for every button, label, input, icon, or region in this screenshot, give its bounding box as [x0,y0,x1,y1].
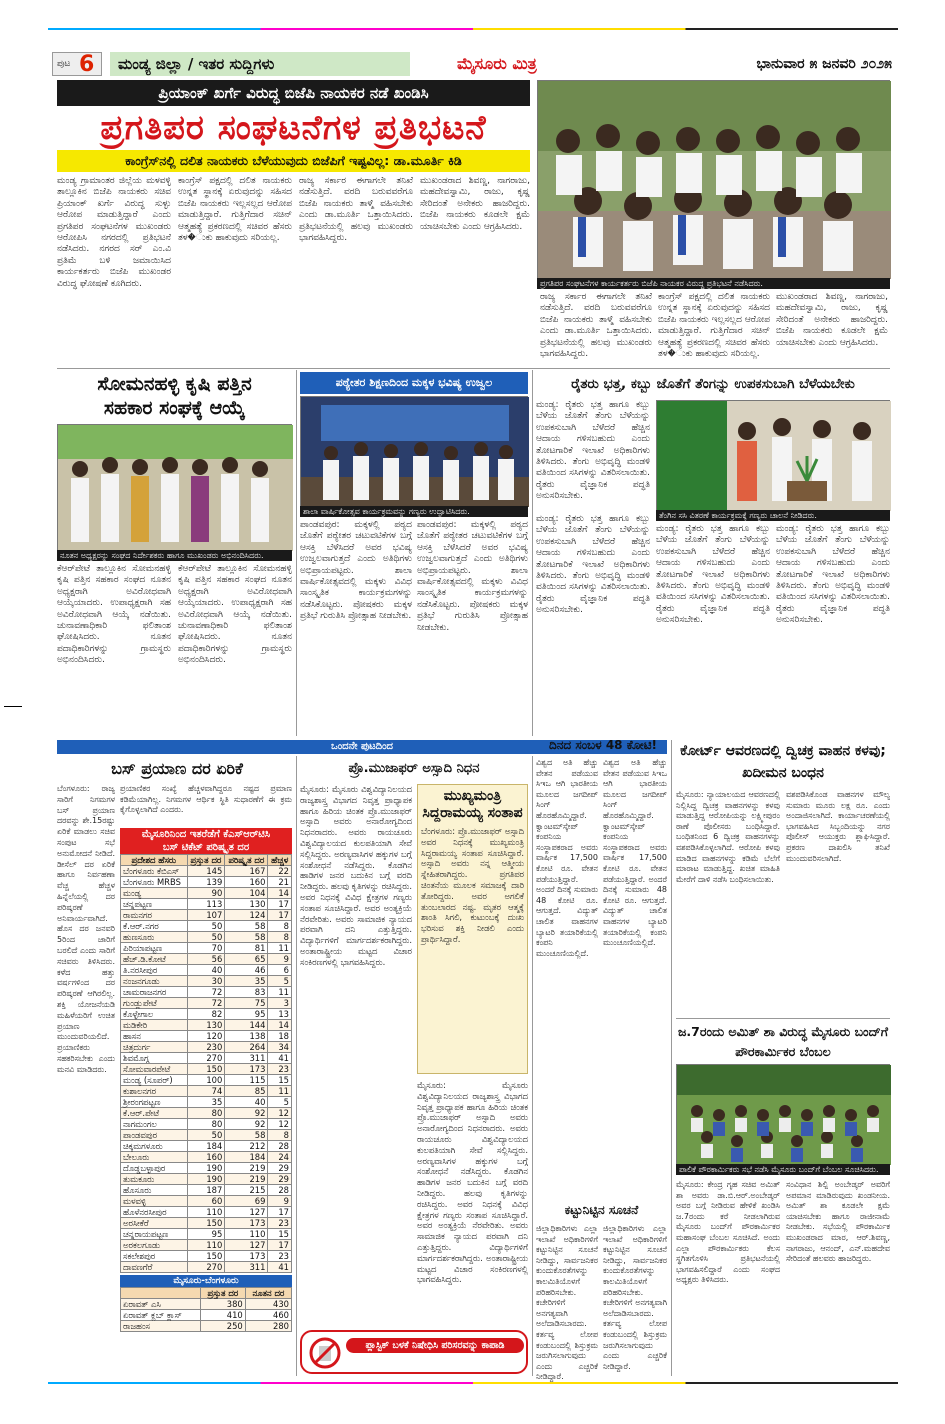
fare-table-cell: 81 [225,943,268,954]
fare-table-row [121,987,292,998]
fare-table-cell: 138 [225,1031,268,1042]
fare-table-cell: 115 [225,1075,268,1086]
fare-table-cell: 100 [187,1075,225,1086]
fare-table-cell: ಅರಸೀಕೆರೆ [121,1218,188,1229]
fare-table-row [121,1251,292,1262]
fare-table-cell: 74 [187,1086,225,1097]
lead-col-7: ಮುಖಂಡರಾದ ಶಿವಣ್ಣ, ನಾಗರಾಜು, ಮಹದೇವಸ್ವಾಮಿ, ರಾಜು, ಕೃಷ್ಣ ಸೇರಿದಂತೆ ಅನೇಕರು ಹಾಜರಿದ್ದರು. ಬಿಜೆಪಿ ನಾಯಕರು ಕೂಡಲೇ ಕ್ಷಮೆ ಯಾಚಿಸಬೇಕು ಎಂದು ಆಗ್ರಹಿಸಿದರು. [776,292,888,348]
education-headline: ಪಠ್ಯೇತರ ಶಿಕ್ಷಣದಿಂದ ಮಕ್ಕಳ ಭವಿಷ್ಯ ಉಜ್ವಲ [300,372,528,394]
fare-table-cell: ಮಂಡ್ಯ [121,888,188,899]
fare-table-row [121,1119,292,1130]
bandh-caption: ಪಾಲಿಕೆ ಪೌರಕಾರ್ಮಿಕರು ಸಭೆ ನಡೆಸಿ ಮೈಸೂರು ಬಂದ್‌ಗೆ ಬೆಂಬಲ ಸೂಚಿಸಿದರು. [676,1164,890,1175]
education-body-2: ಪಾಂಡವಪುರ: ಮಕ್ಕಳಲ್ಲಿ ಪಠ್ಯದ ಜೊತೆಗೆ ಪಠ್ಯೇತರ ಚಟುವಟಿಕೆಗಳ ಬಗ್ಗೆ ಆಸಕ್ತಿ ಬೆಳೆಸಿದರೆ ಅವರ ಭವಿಷ್ಯ ಉಜ್ವಲವಾಗುತ್ತದೆ ಎಂದು ಅತಿಥಿಗಳು ಅಭಿಪ್ರಾಯಪಟ್ಟರು. ಶಾಲಾ ವಾರ್ಷಿಕೋತ್ಸವದಲ್ಲಿ ಮಕ್ಕಳು ವಿವಿಧ ಸಾಂಸ್ಕೃತಿಕ ಕಾರ್ಯಕ್ರಮಗಳನ್ನು ನಡೆಸಿಕೊಟ್ಟರು. ಪೋಷಕರು ಮಕ್ಕಳ ಪ್ರತಿಭೆ ಗುರುತಿಸಿ ಪ್ರೋತ್ಸಾಹ ನೀಡಬೇಕು. [417,520,528,633]
fare-table-cell: 8 [268,1130,292,1141]
somanahalli-headline [57,372,292,422]
fare-table-row [121,1075,292,1086]
fare-table-cell: 3 [268,998,292,1009]
fare-table-cell: ಕೆ.ಆರ್.ನಗರ [121,921,188,932]
fare-table-header-cell: ಪ್ರದೇಶದ ಹೆಸರು [121,855,188,866]
fare-table-cell: 127 [225,1240,268,1251]
fare-table-cell: 219 [225,1174,268,1185]
fare-sub-table-header-cell: ನೂತನ ದರ [245,1288,291,1299]
fare-table-cell: 190 [187,1174,225,1185]
somanahalli-headline-line2: ಸಹಕಾರ ಸಂಘಕ್ಕೆ ಆಯ್ಕೆ [103,397,246,419]
fare-table-sub [120,1287,292,1332]
color-bar-top [48,28,898,30]
fare-table-cell: 8 [268,921,292,932]
fare-table-row [121,921,292,932]
court-body-left: ಮೈಸೂರು: ನ್ಯಾಯಾಲಯದ ಆವರಣದಲ್ಲಿ ನಿಲ್ಲಿಸಿದ್ದ ದ್ವಿಚಕ್ರ ವಾಹನಗಳನ್ನು ಕಳವು ಮಾಡುತ್ತಿದ್ದ ಆರೋಪಿಯನ್ನು ಲಕ್ಷ್ಮೀಪುರಂ ಠಾಣೆ ಪೊಲೀಸರು ಬಂಧಿಸಿದ್ದಾರೆ. ಬಂಧಿತನಿಂದ 6 ದ್ವಿಚಕ್ರ ವಾಹನಗಳನ್ನು ವಶಪಡಿಸಿಕೊಳ್ಳಲಾಗಿದೆ. ಆರೋಪಿ ಕಳವು ಮಾಡಿದ ವಾಹನಗಳನ್ನು ಕಡಿಮೆ ಬೆಲೆಗೆ ಮಾರಾಟ ಮಾಡುತ್ತಿದ್ದ. ಖಚಿತ ಮಾಹಿತಿ ಮೇರೆಗೆ ದಾಳಿ ನಡೆಸಿ ಬಂಧಿಸಲಾಯಿತು. [676,790,780,884]
fare-table-cell: 270 [187,1053,225,1064]
education-caption: ಶಾಲಾ ವಾರ್ಷಿಕೋತ್ಸವ ಕಾರ್ಯಕ್ರಮವನ್ನು ಗಣ್ಯರು ಉದ್ಘಾಟಿಸಿದರು. [300,506,528,517]
divider [296,370,297,736]
bus-fare-headline: ಬಸ್ ಪ್ರಯಾಣ ದರ ಏರಿಕೆ [111,759,243,778]
fare-table-cell: 215 [225,1185,268,1196]
fare-table-cell: ಚಿತ್ರದುರ್ಗ [121,1042,188,1053]
fare-table-cell: 150 [187,1251,225,1262]
fare-sub-table-cell: 250 [200,1321,245,1332]
fare-table-row [121,1108,292,1119]
strict-instruction-body-1: ಜಿಲ್ಲಾಧಿಕಾರಿಗಳು ಎಲ್ಲಾ ಇಲಾಖೆ ಅಧಿಕಾರಿಗಳಿಗೆ ಕಟ್ಟುನಿಟ್ಟಿನ ಸೂಚನೆ ನೀಡಿದ್ದು, ಸಾರ್ವಜನಿಕರ ಕುಂದುಕೊರತೆಗಳನ್ನು ಕಾಲಮಿತಿಯೊಳಗೆ ಪರಿಹರಿಸಬೇಕು. ಕಚೇರಿಗಳಿಗೆ ಅನಗತ್ಯವಾಗಿ ಅಲೆದಾಡಿಸಬಾರದು. ಕರ್ತವ್ಯ ಲೋಪ ಕಂಡುಬಂದಲ್ಲಿ ಶಿಸ್ತುಕ್ರಮ ಜರುಗಿಸಲಾಗುವುದು ಎಂದು ಎಚ್ಚರಿಕೆ ನೀಡಿದ್ದಾರೆ. [536,1224,598,1382]
fare-sub-table-header-cell [121,1288,201,1299]
fare-table-cell: 23 [268,1064,292,1075]
fare-table-row [121,932,292,943]
fare-table-cell: 14 [268,1020,292,1031]
fare-table-cell: 212 [225,1141,268,1152]
fare-table-cell: 80 [187,1119,225,1130]
strict-instruction-headline: ಕಟ್ಟುನಿಟ್ಟಿನ ಸೂಚನೆ [564,1203,639,1217]
coconut-headline: ರೈತರು ಭತ್ತ, ಕಬ್ಬು ಜೊತೆಗೆ ತೆಂಗನ್ನು ಉಪಕಸುಬಾಗಿ ಬೆಳೆಯಬೇಕು [571,376,855,392]
fare-table-cell: ತುಮಕೂರು [121,1174,188,1185]
fare-table-header-cell: ಪರಿಷ್ಕೃತ ದರ [225,855,268,866]
fare-table-header-cell: ಪ್ರಸ್ತುತ ದರ [187,855,225,866]
fare-table-cell: 17 [268,910,292,921]
fare-table-cell: 11 [268,987,292,998]
fare-table-cell: 11 [268,1086,292,1097]
fare-table-cell: 41 [268,1262,292,1273]
fare-table-cell: 17 [268,1240,292,1251]
fare-table-cell: 85 [225,1086,268,1097]
fare-table-cell: ನಾಗಮಂಗಲ [121,1119,188,1130]
fare-table-cell: ಗುಂಡ್ಲುಪೇಟೆ [121,998,188,1009]
fare-table-cell: 150 [187,1218,225,1229]
fare-table-cell: ಬೆಂಗಳೂರು MRBS [121,877,188,888]
lead-col-4: ಮುಖಂಡರಾದ ಶಿವಣ್ಣ, ನಾಗರಾಜು, ಮಹದೇವಸ್ವಾಮಿ, ರಾಜು, ಕೃಷ್ಣ ಸೇರಿದಂತೆ ಅನೇಕರು ಹಾಜರಿದ್ದರು. ಬಿಜೆಪಿ ನಾಯಕರು ಕೂಡಲೇ ಕ್ಷಮೆ ಯಾಚಿಸಬೇಕು ಎಂದು ಆಗ್ರಹಿಸಿದರು. [420,176,530,232]
lead-subhead: ಕಾಂಗ್ರೆಸ್‌ನಲ್ಲಿ ದಲಿತ ನಾಯಕರು ಬೆಳೆಯುವುದು ಬಿಜೆಪಿಗೆ ಇಷ್ಟವಿಲ್ಲ: ಡಾ.ಮೂರ್ತಿ ಕಿಡಿ [57,150,530,172]
obituary-body-1: ಮೈಸೂರು: ಮೈಸೂರು ವಿಶ್ವವಿದ್ಯಾನಿಲಯದ ರಾಜ್ಯಶಾಸ್ತ್ರ ವಿಭಾಗದ ನಿವೃತ್ತ ಪ್ರಾಧ್ಯಾಪಕ ಹಾಗೂ ಹಿರಿಯ ಚಿಂತಕ ಪ್ರೊ.ಮುಜಾಫರ್ ಅಸ್ಸಾದಿ ಅವರು ಅನಾರೋಗ್ಯದಿಂದ ನಿಧನರಾದರು. ಅವರು ರಾಯಚೂರು ವಿಶ್ವವಿದ್ಯಾಲಯದ ಕುಲಪತಿಯಾಗಿ ಸೇವೆ ಸಲ್ಲಿಸಿದ್ದರು. ಅರಣ್ಯವಾಸಿಗಳ ಹಕ್ಕುಗಳ ಬಗ್ಗೆ ಸಂಶೋಧನೆ ನಡೆಸಿದ್ದರು. ಕೊಡಗಿನ ಹಾಡಿಗಳ ಜನರ ಬದುಕಿನ ಬಗ್ಗೆ ವರದಿ ನೀಡಿದ್ದರು. ಹಲವು ಕೃತಿಗಳನ್ನು ರಚಿಸಿದ್ದರು. ಅವರ ನಿಧನಕ್ಕೆ ವಿವಿಧ ಕ್ಷೇತ್ರಗಳ ಗಣ್ಯರು ಸಂತಾಪ ಸೂಚಿಸಿದ್ದಾರೆ. ಅವರ ಅಂತ್ಯಕ್ರಿಯೆ ನೆರವೇರಿತು. ಅವರು ಸಾಮಾಜಿಕ ನ್ಯಾಯದ ಪರವಾಗಿ ದನಿ ಎತ್ತುತ್ತಿದ್ದರು. ವಿದ್ಯಾರ್ಥಿಗಳಿಗೆ ಮಾರ್ಗದರ್ಶಕರಾಗಿದ್ದರು. ಅಂತಾರಾಷ್ಟ್ರೀಯ ಮಟ್ಟದ ವಿಚಾರ ಸಂಕಿರಣಗಳಲ್ಲಿ ಭಾಗವಹಿಸಿದ್ದರು. [300,784,413,967]
fare-table-row [121,1262,292,1273]
fare-table-cell: 30 [187,976,225,987]
fare-table-cell: 72 [187,998,225,1009]
fare-table-cell: 110 [187,1240,225,1251]
fare-table-cell: ಪಾಂಡವಪುರ [121,1130,188,1141]
fare-sub-table-row [121,1299,292,1310]
fare-table-cell: 173 [225,1218,268,1229]
fare-table-row [121,877,292,888]
fare-sub-table-cell: ಏರಾವತ್ ಎಸಿ [121,1299,201,1310]
page-number-box [52,52,102,76]
fare-table-cell: 173 [225,1251,268,1262]
divider [57,368,890,369]
fare-table-cell: ಅರಕಲಗೂಡು [121,1240,188,1251]
coconut-caption: ತೆಂಗಿನ ಸಸಿ ವಿತರಣೆ ಕಾರ್ಯಕ್ರಮಕ್ಕೆ ಗಣ್ಯರು ಚಾಲನೆ ನೀಡಿದರು. [656,510,890,521]
coconut-body-4: ಮಂಡ್ಯ: ರೈತರು ಭತ್ತ ಹಾಗೂ ಕಬ್ಬು ಬೆಳೆಯ ಜೊತೆಗೆ ತೆಂಗು ಬೆಳೆಯನ್ನು ಉಪಕಸುಬಾಗಿ ಬೆಳೆದರೆ ಹೆಚ್ಚಿನ ಆದಾಯ ಗಳಿಸಬಹುದು ಎಂದು ತೋಟಗಾರಿಕೆ ಇಲಾಖೆ ಅಧಿಕಾರಿಗಳು ತಿಳಿಸಿದರು. ತೆಂಗು ಅಭಿವೃದ್ಧಿ ಮಂಡಳಿ ವತಿಯಿಂದ ಸಸಿಗಳನ್ನು ವಿತರಿಸಲಾಯಿತು. ರೈತರು ವೈಜ್ಞಾನಿಕ ಪದ್ಧತಿ ಅನುಸರಿಸಬೇಕು. [776,524,890,626]
fare-table-cell: 50 [187,932,225,943]
fare-table-cell: 28 [268,1141,292,1152]
fare-table-cell: ಹಾಸನ [121,1031,188,1042]
fare-table-cell: 190 [187,1163,225,1174]
fare-table-cell: 80 [187,1108,225,1119]
fare-table-cell: 23 [268,1218,292,1229]
fare-table-cell: 6 [268,965,292,976]
obituary-body-2: ಮೈಸೂರು: ಮೈಸೂರು ವಿಶ್ವವಿದ್ಯಾನಿಲಯದ ರಾಜ್ಯಶಾಸ್ತ್ರ ವಿಭಾಗದ ನಿವೃತ್ತ ಪ್ರಾಧ್ಯಾಪಕ ಹಾಗೂ ಹಿರಿಯ ಚಿಂತಕ ಪ್ರೊ.ಮುಜಾಫರ್ ಅಸ್ಸಾದಿ ಅವರು ಅನಾರೋಗ್ಯದಿಂದ ನಿಧನರಾದರು. ಅವರು ರಾಯಚೂರು ವಿಶ್ವವಿದ್ಯಾಲಯದ ಕುಲಪತಿಯಾಗಿ ಸೇವೆ ಸಲ್ಲಿಸಿದ್ದರು. ಅರಣ್ಯವಾಸಿಗಳ ಹಕ್ಕುಗಳ ಬಗ್ಗೆ ಸಂಶೋಧನೆ ನಡೆಸಿದ್ದರು. ಕೊಡಗಿನ ಹಾಡಿಗಳ ಜನರ ಬದುಕಿನ ಬಗ್ಗೆ ವರದಿ ನೀಡಿದ್ದರು. ಹಲವು ಕೃತಿಗಳನ್ನು ರಚಿಸಿದ್ದರು. ಅವರ ನಿಧನಕ್ಕೆ ವಿವಿಧ ಕ್ಷೇತ್ರಗಳ ಗಣ್ಯರು ಸಂತಾಪ ಸೂಚಿಸಿದ್ದಾರೆ. ಅವರ ಅಂತ್ಯಕ್ರಿಯೆ ನೆರವೇರಿತು. ಅವರು ಸಾಮಾಜಿಕ ನ್ಯಾಯದ ಪರವಾಗಿ ದನಿ ಎತ್ತುತ್ತಿದ್ದರು. ವಿದ್ಯಾರ್ಥಿಗಳಿಗೆ ಮಾರ್ಗದರ್ಶಕರಾಗಿದ್ದರು. ಅಂತಾರಾಷ್ಟ್ರೀಯ ಮಟ್ಟದ ವಿಚಾರ ಸಂಕಿರಣಗಳಲ್ಲಿ ಭಾಗವಹಿಸಿದ್ದರು. [417,1080,528,1285]
fare-table-row [121,1020,292,1031]
lead-col-3: ರಾಜ್ಯ ಸರ್ಕಾರ ಈಗಾಗಲೇ ತನಿಖೆ ನಡೆಸುತ್ತಿದೆ. ವರದಿ ಬರುವವರೆಗೂ ಬಿಜೆಪಿ ನಾಯಕರು ತಾಳ್ಮೆ ವಹಿಸಬೇಕು ಎಂದು ಡಾ.ಮೂರ್ತಿ ಒತ್ತಾಯಿಸಿದರು. ಪ್ರತಿಭಟನೆಯಲ್ಲಿ ಹಲವು ಮುಖಂಡರು ಭಾಗವಹಿಸಿದ್ದರು. [299,176,413,244]
fare-table-cell: 9 [268,954,292,965]
salary-body-2: ವಿಶ್ವದ ಅತಿ ಹೆಚ್ಚು ವೇತನ ಪಡೆಯುವ ಸಿಇಒ ಆಗಿ ಭಾರತೀಯ ಮೂಲದ ಜಗದೀಪ್ ಸಿಂಗ್ ಹೊರಹೊಮ್ಮಿದ್ದಾರೆ. ಕ್ವಾಂಟಮ್‌ಸ್ಕೇಪ್ ಕಂಪನಿಯ ಸಂಸ್ಥಾಪಕರಾದ ಅವರು ವಾರ್ಷಿಕ 17,500 ಕೋಟಿ ರೂ. ವೇತನ ಪಡೆಯುತ್ತಿದ್ದಾರೆ. ಅಂದರೆ ದಿನಕ್ಕೆ ಸುಮಾರು 48 ಕೋಟಿ ರೂ. ಆಗುತ್ತದೆ. ವಿದ್ಯುತ್ ಚಾಲಿತ ವಾಹನಗಳ ಬ್ಯಾಟರಿ ತಯಾರಿಕೆಯಲ್ಲಿ ಕಂಪನಿ ಮುಂಚೂಣಿಯಲ್ಲಿದೆ. [603,758,667,948]
fare-table-cell: ಹೊಸೂರು [121,1185,188,1196]
fare-table-row [121,1009,292,1020]
fare-table-row [121,910,292,921]
fare-table-row [121,1229,292,1240]
fare-table-cell: 5 [268,976,292,987]
fare-table-cell: ಪಿರಿಯಾಪಟ್ಟಣ [121,943,188,954]
fare-table-cell: 69 [225,1196,268,1207]
coconut-photo [656,400,890,510]
lead-headline: ಪ್ರಗತಿಪರ ಸಂಘಟನೆಗಳ ಪ್ರತಿಭಟನೆ [100,108,487,148]
fare-table-cell: 12 [268,1119,292,1130]
fare-sub-table-cell: 410 [200,1310,245,1321]
registration-mark-left [4,706,22,707]
fare-table-cell: 270 [187,1262,225,1273]
fare-table-cell: 130 [187,1020,225,1031]
lead-col-2: ಕಾಂಗ್ರೆಸ್ ಪಕ್ಷದಲ್ಲಿ ದಲಿತ ನಾಯಕರು ಉನ್ನತ ಸ್ಥಾನಕ್ಕೆ ಏರುವುದನ್ನು ಸಹಿಸದ ಬಿಜೆಪಿ ನಾಯಕರು ಇಲ್ಲಸಲ್ಲದ ಆರೋಪ ಮಾಡುತ್ತಿದ್ದಾರೆ. ಗುತ್ತಿಗೆದಾರ ಸಚಿನ್ ಆತ್ಮಹತ್ಯೆ ಪ್ರಕರಣದಲ್ಲಿ ಸಚಿವರ ಹೆಸರು ತಳ�ುಕು ಹಾಕುವುದು ಸರಿಯಲ್ಲ. [178,176,292,244]
fare-table-cell: 167 [225,866,268,877]
fare-table-cell: ಮಂಡ್ಯ (ಸೂಪರ್) [121,1075,188,1086]
fare-table-cell: 22 [268,866,292,877]
fare-table-cell: ಸಕಲೇಶಪುರ [121,1251,188,1262]
fare-table-cell: 65 [225,954,268,965]
fare-table-row [121,1042,292,1053]
divider [296,756,297,1376]
fare-table-cell: 95 [187,1229,225,1240]
fare-table-cell: ಶಿವಮೊಗ್ಗ [121,1053,188,1064]
fare-table-cell: 46 [225,965,268,976]
bandh-meeting-photo [676,1064,890,1164]
fare-table-cell: 311 [225,1053,268,1064]
fare-table-row [121,1064,292,1075]
fare-table-cell: ರಾಮನಗರ [121,910,188,921]
issue-date: ಭಾನುವಾರ ೫ ಜನವರಿ ೨೦೨೫ [756,56,892,72]
fare-table-row [121,976,292,987]
color-bar-bottom [48,1382,898,1384]
fare-table-cell: ಸೋಮವಾರಪೇಟೆ [121,1064,188,1075]
fare-table-cell: 21 [268,877,292,888]
court-body-right: ವಶಪಡಿಸಿಕೊಂಡ ವಾಹನಗಳ ಮೌಲ್ಯ ಸುಮಾರು ಮೂರು ಲಕ್ಷ ರೂ. ಎಂದು ಅಂದಾಜಿಸಲಾಗಿದೆ. ಕಾರ್ಯಾಚರಣೆಯಲ್ಲಿ ಭಾಗವಹಿಸಿದ ಸಿಬ್ಬಂದಿಯನ್ನು ನಗರ ಪೊಲೀಸ್ ಆಯುಕ್ತರು ಶ್ಲಾಘಿಸಿದ್ದಾರೆ. ಪ್ರಕರಣ ದಾಖಲಿಸಿ ತನಿಖೆ ಮುಂದುವರಿಸಲಾಗಿದೆ. [786,790,890,863]
fare-sub-table-cell: ರಾಜಹಂಸ [121,1321,201,1332]
fare-table-row [121,954,292,965]
plastic-ban-text: ಪ್ಲಾಸ್ಟಿಕ್ ಬಳಕೆ ನಿಷೇಧಿಸಿ ಪರಿಸರವನ್ನು ಕಾಪಾಡಿ [346,1338,524,1353]
education-body-1: ಪಾಂಡವಪುರ: ಮಕ್ಕಳಲ್ಲಿ ಪಠ್ಯದ ಜೊತೆಗೆ ಪಠ್ಯೇತರ ಚಟುವಟಿಕೆಗಳ ಬಗ್ಗೆ ಆಸಕ್ತಿ ಬೆಳೆಸಿದರೆ ಅವರ ಭವಿಷ್ಯ ಉಜ್ವಲವಾಗುತ್ತದೆ ಎಂದು ಅತಿಥಿಗಳು ಅಭಿಪ್ರಾಯಪಟ್ಟರು. ಶಾಲಾ ವಾರ್ಷಿಕೋತ್ಸವದಲ್ಲಿ ಮಕ್ಕಳು ವಿವಿಧ ಸಾಂಸ್ಕೃತಿಕ ಕಾರ್ಯಕ್ರಮಗಳನ್ನು ನಡೆಸಿಕೊಟ್ಟರು. ಪೋಷಕರು ಮಕ್ಕಳ ಪ್ರತಿಭೆ ಗುರುತಿಸಿ ಪ್ರೋತ್ಸಾಹ ನೀಡಬೇಕು. [300,520,412,622]
salary-headline: ದಿನದ ಸಂಬಳ 48 ಕೋಟಿ! [548,738,658,752]
coconut-body-2: ಮಂಡ್ಯ: ರೈತರು ಭತ್ತ ಹಾಗೂ ಕಬ್ಬು ಬೆಳೆಯ ಜೊತೆಗೆ ತೆಂಗು ಬೆಳೆಯನ್ನು ಉಪಕಸುಬಾಗಿ ಬೆಳೆದರೆ ಹೆಚ್ಚಿನ ಆದಾಯ ಗಳಿಸಬಹುದು ಎಂದು ತೋಟಗಾರಿಕೆ ಇಲಾಖೆ ಅಧಿಕಾರಿಗಳು ತಿಳಿಸಿದರು. ತೆಂಗು ಅಭಿವೃದ್ಧಿ ಮಂಡಳಿ ವತಿಯಿಂದ ಸಸಿಗಳನ್ನು ವಿತರಿಸಲಾಯಿತು. ರೈತರು ವೈಜ್ಞಾನಿಕ ಪದ್ಧತಿ ಅನುಸರಿಸಬೇಕು. [536,514,650,616]
lead-col-1: ಮಂಡ್ಯ ಗ್ರಾಮಾಂತರ ಜಿಲ್ಲೆಯ ಮಳವಳ್ಳಿ ತಾಲ್ಲೂಕಿನ ಬಿಜೆಪಿ ನಾಯಕರು ಸಚಿವ ಪ್ರಿಯಾಂಕ್ ಖರ್ಗೆ ವಿರುದ್ಧ ಸುಳ್ಳು ಆರೋಪ ಮಾಡುತ್ತಿದ್ದಾರೆ ಎಂದು ಪ್ರಗತಿಪರ ಸಂಘಟನೆಗಳ ಮುಖಂಡರು ಆರೋಪಿಸಿ ನಗರದಲ್ಲಿ ಪ್ರತಿಭಟನೆ ನಡೆಸಿದರು. ನಗರದ ಸರ್ ಎಂ.ವಿ ಪ್ರತಿಮೆ ಬಳಿ ಜಮಾಯಿಸಿದ ಕಾರ್ಯಕರ್ತರು ಬಿಜೆಪಿ ಮುಖಂಡರ ವಿರುದ್ಧ ಘೋಷಣೆ ಕೂಗಿದರು. [57,176,171,289]
bus-body-top: ಪ್ರಯಾಣಿಕರ ಸಂಖ್ಯೆ ಹೆಚ್ಚಳವಾಗಿದ್ದರೂ ನಷ್ಟದ ಪ್ರಮಾಣ ಕಡಿಮೆಯಾಗಿಲ್ಲ. ನಿಗಮಗಳ ಆರ್ಥಿಕ ಸ್ಥಿತಿ ಸುಧಾರಣೆಗೆ ಈ ಕ್ರಮ ಕೈಗೊಳ್ಳಲಾಗಿದೆ ಎಂದರು. [120,784,292,814]
fare-table-cell: 29 [268,1174,292,1185]
fare-sub-table-cell: 280 [245,1321,291,1332]
fare-table-cell: 230 [187,1042,225,1053]
fare-table-cell: ಶ್ರೀರಂಗಪಟ್ಟಣ [121,1097,188,1108]
fare-table-cell: ನಂಜನಗೂಡು [121,976,188,987]
fare-table-row [121,1141,292,1152]
bus-fare-table [120,828,292,1332]
somanahalli-body-2: ಕೆಆರ್‌ಪೇಟೆ ತಾಲ್ಲೂಕಿನ ಸೋಮನಹಳ್ಳಿ ಕೃಷಿ ಪತ್ತಿನ ಸಹಕಾರ ಸಂಘದ ನೂತನ ಅಧ್ಯಕ್ಷರಾಗಿ ಅವಿರೋಧವಾಗಿ ಆಯ್ಕೆಯಾದರು. ಉಪಾಧ್ಯಕ್ಷರಾಗಿ ಸಹ ಅವಿರೋಧವಾಗಿ ಆಯ್ಕೆ ನಡೆಯಿತು. ಚುನಾವಣಾಧಿಕಾರಿ ಫಲಿತಾಂಶ ಘೋಷಿಸಿದರು. ನೂತನ ಪದಾಧಿಕಾರಿಗಳನ್ನು ಗ್ರಾಮಸ್ಥರು ಅಭಿನಂದಿಸಿದರು. [178,564,292,666]
bandh-body-right: ಸಂವಿಧಾನ ಶಿಲ್ಪಿ ಅಂಬೇಡ್ಕರ್ ಅವರಿಗೆ ಅಪಮಾನ ಮಾಡಿರುವುದು ಖಂಡನೀಯ. ಅಮಿತ್ ಶಾ ಕೂಡಲೇ ಕ್ಷಮೆ ಯಾಚಿಸಬೇಕು ಹಾಗೂ ರಾಜೀನಾಮೆ ನೀಡಬೇಕು. ಸಭೆಯಲ್ಲಿ ಪೌರಕಾರ್ಮಿಕ ಮುಖಂಡರಾದ ಮಾರ, ಆರ್.ಶಿವಣ್ಣ, ನಾಗರಾಜು, ಆನಂದ್, ಎನ್.ಮಹದೇವ ಸೇರಿದಂತೆ ಹಲವರು ಹಾಜರಿದ್ದರು. [786,1180,890,1264]
fare-table-cell: ಹೆಚ್.ಡಿ.ಕೋಟೆ [121,954,188,965]
fare-table-cell: 130 [225,899,268,910]
fare-table-cell: 35 [225,976,268,987]
court-theft-headline: ಕೋರ್ಟ್ ಆವರಣದಲ್ಲಿ ದ್ವಿಚಕ್ರ ವಾಹನ ಕಳವು; ಖದೀಮನ ಬಂಧನ [680,743,886,781]
divider [676,1018,890,1019]
fare-table-cell: 15 [268,1229,292,1240]
fare-table-cell: 12 [268,1108,292,1119]
fare-table-cell: 60 [187,1196,225,1207]
bandh-headline: ಜ.7ರಂದು ಅಮಿತ್ ಶಾ ವಿರುದ್ಧ ಮೈಸೂರು ಬಂದ್‌ಗೆ ಪೌರಕಾರ್ಮಿಕರ ಬೆಂಬಲ [678,1024,888,1059]
fare-table-cell: 14 [268,888,292,899]
fare-table-cell: 107 [187,910,225,921]
fare-table-cell: 17 [268,899,292,910]
fare-table-row [121,1053,292,1064]
fare-table-cell: 13 [268,1009,292,1020]
masthead [52,52,892,76]
lead-col-6: ಕಾಂಗ್ರೆಸ್ ಪಕ್ಷದಲ್ಲಿ ದಲಿತ ನಾಯಕರು ಉನ್ನತ ಸ್ಥಾನಕ್ಕೆ ಏರುವುದನ್ನು ಸಹಿಸದ ಬಿಜೆಪಿ ನಾಯಕರು ಇಲ್ಲಸಲ್ಲದ ಆರೋಪ ಮಾಡುತ್ತಿದ್ದಾರೆ. ಗುತ್ತಿಗೆದಾರ ಸಚಿನ್ ಆತ್ಮಹತ್ಯೆ ಪ್ರಕರಣದಲ್ಲಿ ಸಚಿವರ ಹೆಸರು ತಳ�ುಕು ಹಾಕುವುದು ಸರಿಯಲ್ಲ. [658,292,770,360]
section-title: ಮಂಡ್ಯ ಜಿಲ್ಲಾ / ಇತರ ಸುದ್ದಿಗಳು [110,52,410,76]
fare-table-cell: 34 [268,1042,292,1053]
fare-table-cell: 28 [268,1185,292,1196]
fare-table-cell: 15 [268,1075,292,1086]
fare-table-cell: ಚಾಮರಾಜನಗರ [121,987,188,998]
fare-table-cell: 110 [187,1207,225,1218]
fare-table-cell: ಬೇಲೂರು [121,1152,188,1163]
fare-table-cell: ಬೆಂಗಳೂರು ಕೆಬಿಎಸ್ [121,866,188,877]
lead-kicker: ಪ್ರಿಯಾಂಕ್ ಖರ್ಗೆ ವಿರುದ್ಧ ಬಿಜೆಪಿ ನಾಯಕರ ನಡೆ ಖಂಡಿಸಿ [57,80,530,106]
plastic-ban-banner [300,1330,528,1374]
fare-table-cell: 124 [225,910,268,921]
cm-condolence-box [417,784,528,1074]
fare-table-row [121,1185,292,1196]
fare-table-row [121,1207,292,1218]
fare-table-cell: ಹೊಳೆನರಸೀಪುರ [121,1207,188,1218]
fare-table-cell: 219 [225,1163,268,1174]
fare-sub-table-cell: ಏರಾವತ್ ಕ್ಲಬ್ ಕ್ಲಾಸ್ [121,1310,201,1321]
divider [532,370,533,736]
fare-table-cell: 18 [268,1031,292,1042]
fare-table-cell: 264 [225,1042,268,1053]
fare-table-cell: ಮಡಿಕೇರಿ [121,1020,188,1031]
lead-photo-caption: ಪ್ರಗತಿಪರ ಸಂಘಟನೆಗಳ ಕಾರ್ಯಕರ್ತರು ಬಿಜೆಪಿ ನಾಯಕರ ವಿರುದ್ಧ ಪ್ರತಿಭಟನೆ ನಡೆಸಿದರು. [537,278,890,289]
fare-table-cell: ಮಳವಳ್ಳಿ [121,1196,188,1207]
obituary-headline: ಪ್ರೊ.ಮುಜಾಫರ್ ಅಸ್ಸಾದಿ ನಿಧನ [348,761,480,776]
fare-table-cell: 58 [225,932,268,943]
fare-table-cell: ಚನ್ನಪಟ್ಟಣ [121,899,188,910]
fare-table-cell: 40 [187,965,225,976]
bus-fare-table-subtitle: ಬಸ್ ಟಿಕೆಟ್ ಪರಿಷ್ಕೃತ ದರ [120,841,292,854]
bus-body-left: ಬೆಂಗಳೂರು: ರಾಜ್ಯ ಸಾರಿಗೆ ನಿಗಮಗಳ ಬಸ್ ಪ್ರಯಾಣ ದರವನ್ನು ಶೇ.15ರಷ್ಟು ಏರಿಕೆ ಮಾಡಲು ಸಚಿವ ಸಂಪುಟ ಸಭೆ ಅನುಮೋದನೆ ನೀಡಿದೆ. ಡೀಸೆಲ್ ದರ ಏರಿಕೆ ಹಾಗೂ ನಿರ್ವಹಣಾ ವೆಚ್ಚ ಹೆಚ್ಚಳ ಹಿನ್ನೆಲೆಯಲ್ಲಿ ದರ ಪರಿಷ್ಕರಣೆ ಅನಿವಾರ್ಯವಾಗಿದೆ. ಹೊಸ ದರ ಜನವರಿ 5ರಿಂದ ಜಾರಿಗೆ ಬರಲಿದೆ ಎಂದು ಸಾರಿಗೆ ಸಚಿವರು ತಿಳಿಸಿದರು. ಕಳೆದ ಹತ್ತು ವರ್ಷಗಳಿಂದ ದರ ಪರಿಷ್ಕರಣೆ ಆಗಿರಲಿಲ್ಲ. ಶಕ್ತಿ ಯೋಜನೆಯಡಿ ಮಹಿಳೆಯರಿಗೆ ಉಚಿತ ಪ್ರಯಾಣ ಮುಂದುವರಿಯಲಿದೆ. ಪ್ರಯಾಣಿಕರು ಸಹಕರಿಸಬೇಕು ಎಂದು ಮನವಿ ಮಾಡಿದರು. [57,784,115,1074]
fare-table-cell: 72 [187,987,225,998]
strict-instruction-body-2: ಜಿಲ್ಲಾಧಿಕಾರಿಗಳು ಎಲ್ಲಾ ಇಲಾಖೆ ಅಧಿಕಾರಿಗಳಿಗೆ ಕಟ್ಟುನಿಟ್ಟಿನ ಸೂಚನೆ ನೀಡಿದ್ದು, ಸಾರ್ವಜನಿಕರ ಕುಂದುಕೊರತೆಗಳನ್ನು ಕಾಲಮಿತಿಯೊಳಗೆ ಪರಿಹರಿಸಬೇಕು. ಕಚೇರಿಗಳಿಗೆ ಅನಗತ್ಯವಾಗಿ ಅಲೆದಾಡಿಸಬಾರದು. ಕರ್ತವ್ಯ ಲೋಪ ಕಂಡುಬಂದಲ್ಲಿ ಶಿಸ್ತುಕ್ರಮ ಜರುಗಿಸಲಾಗುವುದು ಎಂದು ಎಚ್ಚರಿಕೆ ನೀಡಿದ್ದಾರೆ. [603,1224,667,1371]
continued-from-page-one-bar: ಒಂದನೇ ಪುಟದಿಂದ [57,740,667,754]
fare-table-row [121,1130,292,1141]
fare-table-cell: 92 [225,1119,268,1130]
fare-table-cell: 58 [225,921,268,932]
fare-table-cell: 127 [225,1207,268,1218]
divider [532,756,533,1376]
fare-table-cell: 104 [225,888,268,899]
fare-table-row [121,965,292,976]
fare-table-cell: 184 [225,1152,268,1163]
fare-table-cell: 50 [187,1130,225,1141]
coconut-body-3: ಮಂಡ್ಯ: ರೈತರು ಭತ್ತ ಹಾಗೂ ಕಬ್ಬು ಬೆಳೆಯ ಜೊತೆಗೆ ತೆಂಗು ಬೆಳೆಯನ್ನು ಉಪಕಸುಬಾಗಿ ಬೆಳೆದರೆ ಹೆಚ್ಚಿನ ಆದಾಯ ಗಳಿಸಬಹುದು ಎಂದು ತೋಟಗಾರಿಕೆ ಇಲಾಖೆ ಅಧಿಕಾರಿಗಳು ತಿಳಿಸಿದರು. ತೆಂಗು ಅಭಿವೃದ್ಧಿ ಮಂಡಳಿ ವತಿಯಿಂದ ಸಸಿಗಳನ್ನು ವಿತರಿಸಲಾಯಿತು. ರೈತರು ವೈಜ್ಞಾನಿಕ ಪದ್ಧತಿ ಅನುಸರಿಸಬೇಕು. [656,524,770,626]
fare-table-cell: 8 [268,932,292,943]
fare-table-cell: 145 [187,866,225,877]
fare-table-cell: 24 [268,1152,292,1163]
fare-table-row [121,943,292,954]
fare-table-cell: 150 [187,1064,225,1075]
fare-table-cell: ದೊಡ್ಡಬಳ್ಳಾಪುರ [121,1163,188,1174]
fare-table-cell: 160 [187,1152,225,1163]
fare-table-row [121,1240,292,1251]
fare-table-cell: 23 [268,1251,292,1262]
fare-table-row [121,1097,292,1108]
fare-table-cell: 40 [225,1097,268,1108]
fare-table-cell: 187 [187,1185,225,1196]
fare-table-cell: 50 [187,921,225,932]
fare-table-cell: 311 [225,1262,268,1273]
fare-table-row [121,899,292,910]
fare-table-cell: ಚಿಕ್ಕಮಗಳೂರು [121,1141,188,1152]
fare-table-cell: 82 [187,1009,225,1020]
fare-table-cell: 120 [187,1031,225,1042]
fare-table-cell: 58 [225,1130,268,1141]
somanahalli-photo [57,424,292,550]
fare-table-row [121,1196,292,1207]
fare-table-header-cell: ಹೆಚ್ಚಳ [268,855,292,866]
fare-table-cell: 83 [225,987,268,998]
fare-table-cell: 11 [268,943,292,954]
fare-table-cell: ಚನ್ನರಾಯಪಟ್ಟಣ [121,1229,188,1240]
page-number: 6 [79,52,95,77]
fare-table-row [121,1086,292,1097]
fare-sub-table-header-cell: ಪ್ರಸ್ತುತ ದರ [200,1288,245,1299]
fare-table-cell: 35 [187,1097,225,1108]
bus-fare-table-title: ಮೈಸೂರಿನಿಂದ ಇತರೆಡೆಗೆ ಕೆಎಸ್‌ಆರ್‌ಟಿಸಿ [120,828,292,841]
fare-table-row [121,888,292,899]
salary-body-1: ವಿಶ್ವದ ಅತಿ ಹೆಚ್ಚು ವೇತನ ಪಡೆಯುವ ಸಿಇಒ ಆಗಿ ಭಾರತೀಯ ಮೂಲದ ಜಗದೀಪ್ ಸಿಂಗ್ ಹೊರಹೊಮ್ಮಿದ್ದಾರೆ. ಕ್ವಾಂಟಮ್‌ಸ್ಕೇಪ್ ಕಂಪನಿಯ ಸಂಸ್ಥಾಪಕರಾದ ಅವರು ವಾರ್ಷಿಕ 17,500 ಕೋಟಿ ರೂ. ವೇತನ ಪಡೆಯುತ್ತಿದ್ದಾರೆ. ಅಂದರೆ ದಿನಕ್ಕೆ ಸುಮಾರು 48 ಕೋಟಿ ರೂ. ಆಗುತ್ತದೆ. ವಿದ್ಯುತ್ ಚಾಲಿತ ವಾಹನಗಳ ಬ್ಯಾಟರಿ ತಯಾರಿಕೆಯಲ್ಲಿ ಕಂಪನಿ ಮುಂಚೂಣಿಯಲ್ಲಿದೆ. [536,758,598,958]
somanahalli-caption: ನೂತನ ಅಧ್ಯಕ್ಷರನ್ನು ಸಂಘದ ನಿರ್ದೇಶಕರು ಹಾಗೂ ಮುಖಂಡರು ಅಭಿನಂದಿಸಿದರು. [57,550,292,561]
fare-table-cell: 9 [268,1196,292,1207]
fare-table-cell: 184 [187,1141,225,1152]
fare-sub-table-row [121,1321,292,1332]
somanahalli-headline-line1: ಸೋಮನಹಳ್ಳಿ ಕೃಷಿ ಪತ್ತಿನ [97,373,252,395]
divider [671,740,672,1376]
coconut-body-1: ಮಂಡ್ಯ: ರೈತರು ಭತ್ತ ಹಾಗೂ ಕಬ್ಬು ಬೆಳೆಯ ಜೊತೆಗೆ ತೆಂಗು ಬೆಳೆಯನ್ನು ಉಪಕಸುಬಾಗಿ ಬೆಳೆದರೆ ಹೆಚ್ಚಿನ ಆದಾಯ ಗಳಿಸಬಹುದು ಎಂದು ತೋಟಗಾರಿಕೆ ಇಲಾಖೆ ಅಧಿಕಾರಿಗಳು ತಿಳಿಸಿದರು. ತೆಂಗು ಅಭಿವೃದ್ಧಿ ಮಂಡಳಿ ವತಿಯಿಂದ ಸಸಿಗಳನ್ನು ವಿತರಿಸಲಾಯಿತು. ರೈತರು ವೈಜ್ಞಾನಿಕ ಪದ್ಧತಿ ಅನುಸರಿಸಬೇಕು. [536,400,650,502]
fare-table-cell: ಕೊಳ್ಳೇಗಾಲ [121,1009,188,1020]
mysore-bangalore-title: ಮೈಸೂರು-ಬೆಂಗಳೂರು [120,1275,292,1287]
fare-table-row [121,866,292,877]
fare-table-cell: ಹುಣಸೂರು [121,932,188,943]
fare-table-cell: 144 [225,1020,268,1031]
fare-table-cell: 90 [187,888,225,899]
fare-table-row [121,998,292,1009]
fare-table-cell: ದಾವಣಗೆರೆ [121,1262,188,1273]
fare-table-cell: 56 [187,954,225,965]
fare-table-cell: 41 [268,1053,292,1064]
fare-sub-table-cell: 380 [200,1299,245,1310]
fare-sub-table-row [121,1310,292,1321]
fare-table-cell: 5 [268,1097,292,1108]
fare-table-cell: 95 [225,1009,268,1020]
cm-condolence-body: ಬೆಂಗಳೂರು: ಪ್ರೊ.ಮುಜಾಫರ್ ಅಸ್ಸಾದಿ ಅವರ ನಿಧನಕ್ಕೆ ಮುಖ್ಯಮಂತ್ರಿ ಸಿದ್ದರಾಮಯ್ಯ ಸಂತಾಪ ಸೂಚಿಸಿದ್ದಾರೆ. ಅಸ್ಸಾದಿ ಅವರು ನನ್ನ ಆತ್ಮೀಯ ಸ್ನೇಹಿತರಾಗಿದ್ದರು. ಪ್ರಗತಿಪರ ಚಿಂತನೆಯ ಮೂಲಕ ಸಮಾಜಕ್ಕೆ ದಾರಿ ತೋರಿದ್ದರು. ಅವರ ಅಗಲಿಕೆ ತುಂಬಲಾರದ ನಷ್ಟ. ಮೃತರ ಆತ್ಮಕ್ಕೆ ಶಾಂತಿ ಸಿಗಲಿ, ಕುಟುಂಬಕ್ಕೆ ದುಃಖ ಭರಿಸುವ ಶಕ್ತಿ ನೀಡಲಿ ಎಂದು ಪ್ರಾರ್ಥಿಸಿದ್ದಾರೆ. [421,826,524,944]
no-plastic-icon [308,1336,342,1370]
fare-table-row [121,1163,292,1174]
fare-table-main [120,854,292,1273]
fare-table-cell: 75 [225,998,268,1009]
fare-table-row [121,1218,292,1229]
somanahalli-body-1: ಕೆಆರ್‌ಪೇಟೆ ತಾಲ್ಲೂಕಿನ ಸೋಮನಹಳ್ಳಿ ಕೃಷಿ ಪತ್ತಿನ ಸಹಕಾರ ಸಂಘದ ನೂತನ ಅಧ್ಯಕ್ಷರಾಗಿ ಅವಿರೋಧವಾಗಿ ಆಯ್ಕೆಯಾದರು. ಉಪಾಧ್ಯಕ್ಷರಾಗಿ ಸಹ ಅವಿರೋಧವಾಗಿ ಆಯ್ಕೆ ನಡೆಯಿತು. ಚುನಾವಣಾಧಿಕಾರಿ ಫಲಿತಾಂಶ ಘೋಷಿಸಿದರು. ನೂತನ ಪದಾಧಿಕಾರಿಗಳನ್ನು ಗ್ರಾಮಸ್ಥರು ಅಭಿನಂದಿಸಿದರು. [57,564,171,666]
fare-table-row [121,1174,292,1185]
fare-table-row [121,1152,292,1163]
fare-table-cell: 92 [225,1108,268,1119]
page-word: ಪುಟ [57,59,71,69]
fare-table-cell: ಕುಶಾಲನಗರ [121,1086,188,1097]
lead-col-5: ರಾಜ್ಯ ಸರ್ಕಾರ ಈಗಾಗಲೇ ತನಿಖೆ ನಡೆಸುತ್ತಿದೆ. ವರದಿ ಬರುವವರೆಗೂ ಬಿಜೆಪಿ ನಾಯಕರು ತಾಳ್ಮೆ ವಹಿಸಬೇಕು ಎಂದು ಡಾ.ಮೂರ್ತಿ ಒತ್ತಾಯಿಸಿದರು. ಪ್ರತಿಭಟನೆಯಲ್ಲಿ ಹಲವು ಮುಖಂಡರು ಭಾಗವಹಿಸಿದ್ದರು. [540,292,652,360]
fare-table-cell: 139 [187,877,225,888]
fare-table-cell: 29 [268,1163,292,1174]
lead-protest-photo [537,80,890,278]
fare-table-cell: 113 [187,899,225,910]
education-photo [300,396,528,506]
fare-table-cell: 110 [225,1229,268,1240]
fare-table-cell: ತಿ.ನರಸೀಪುರ [121,965,188,976]
cm-condolence-title: ಮುಖ್ಯಮಂತ್ರಿ ಸಿದ್ದರಾಮಯ್ಯ ಸಂತಾಪ [422,788,523,821]
newspaper-name: ಮೈಸೂರು ಮಿತ್ರ [457,54,537,73]
fare-table-cell: ಕೆ.ಆರ್.ಪೇಟೆ [121,1108,188,1119]
fare-sub-table-cell: 460 [245,1310,291,1321]
fare-table-cell: 17 [268,1207,292,1218]
fare-table-cell: 160 [225,877,268,888]
fare-table-cell: 173 [225,1064,268,1075]
bandh-body-left: ಮೈಸೂರು: ಕೇಂದ್ರ ಗೃಹ ಸಚಿವ ಅಮಿತ್ ಶಾ ಅವರು ಡಾ.ಬಿ.ಆರ್.ಅಂಬೇಡ್ಕರ್ ಅವರ ಬಗ್ಗೆ ನೀಡಿರುವ ಹೇಳಿಕೆ ಖಂಡಿಸಿ ಜ.7ರಂದು ಕರೆ ನೀಡಲಾಗಿರುವ ಮೈಸೂರು ಬಂದ್‌ಗೆ ಪೌರಕಾರ್ಮಿಕರ ಮಹಾಸಂಘ ಬೆಂಬಲ ಸೂಚಿಸಿದೆ. ಅಂದು ಎಲ್ಲಾ ಪೌರಕಾರ್ಮಿಕರು ಕೆಲಸ ಸ್ಥಗಿತಗೊಳಿಸಿ ಪ್ರತಿಭಟನೆಯಲ್ಲಿ ಭಾಗವಹಿಸಲಿದ್ದಾರೆ ಎಂದು ಸಂಘದ ಅಧ್ಯಕ್ಷರು ತಿಳಿಸಿದರು. [676,1180,780,1285]
fare-table-cell: 70 [187,943,225,954]
fare-table-row [121,1031,292,1042]
fare-sub-table-cell: 430 [245,1299,291,1310]
